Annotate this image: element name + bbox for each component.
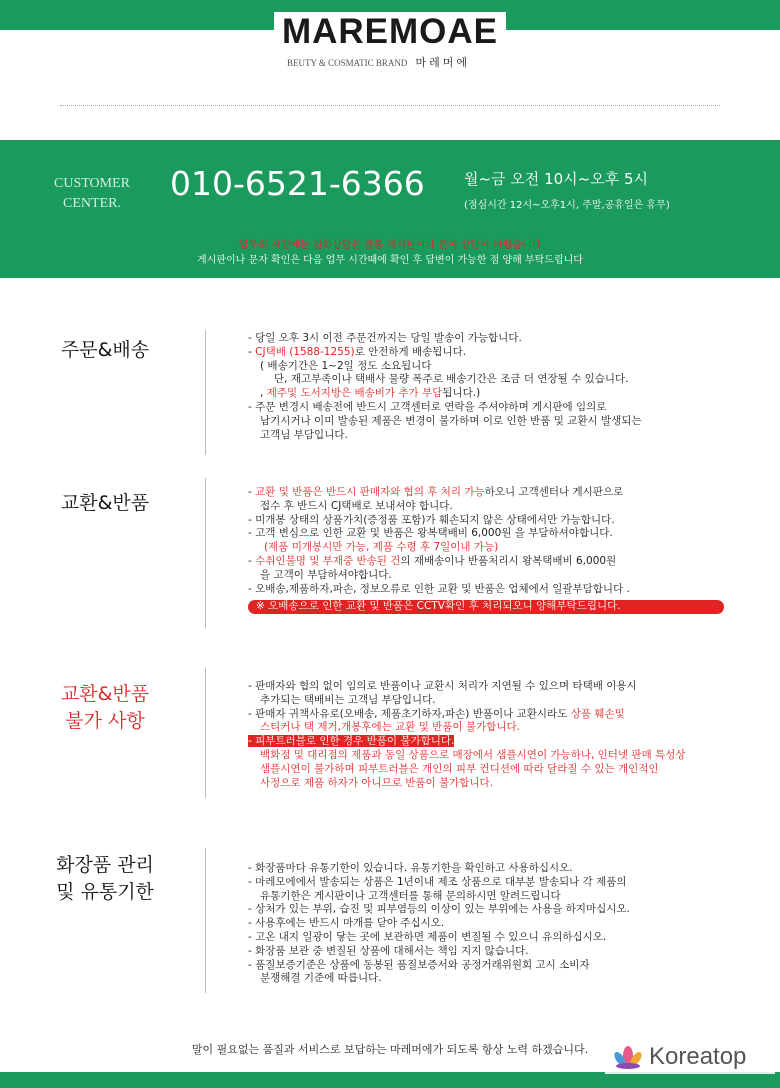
section-divider (205, 478, 206, 628)
customer-center-label (52, 174, 132, 214)
text-line: - 사용후에는 반드시 마개를 닫아 주십시오. (248, 917, 445, 930)
title-line: 불가 사항 (65, 710, 145, 732)
section-title: 주문&배송 (60, 339, 150, 361)
footer-message: 말이 필요없는 품질과 서비스로 보답하는 마레머에가 되도록 항상 노력 하겠습니다. (191, 1043, 589, 1056)
cs-label-line2: CENTER. (63, 196, 121, 211)
text-line: 남기시거나 이미 발송된 제품은 변경이 불가하며 이로 인한 반품 및 교환시 발생되는 (260, 414, 642, 427)
text-line: - 고객 변심으로 인한 교환 및 반품은 왕복택배비 6,000원 을 부담하셔야합니다. (248, 527, 613, 540)
text-line: 샘플시연이 불가하며 피부트러블은 개인의 피부 컨디션에 따라 달라질 수 있는 개인적인 (260, 762, 659, 775)
watermark-text: Koreatop (649, 1043, 747, 1070)
text-line: ( 배송기간은 1~2일 정도 소요됩니다 (260, 359, 432, 372)
returned-highlight: 수취인불명 및 부재중 반송된 건 (255, 554, 401, 567)
text-line: - 화장품 보관 중 변질된 상품에 대해서는 책임 지지 않습니다. (248, 944, 529, 957)
text-line: 추가되는 택배비는 고객님 부담입니다. (260, 693, 436, 706)
title-line: 교환&반품 (60, 683, 150, 705)
customer-center-banner (0, 140, 780, 278)
text-line: 접수 후 반드시 CJ택배로 보내셔야 합니다. (260, 499, 453, 512)
text-line: - 교환 및 반품은 반드시 판매자와 협의 후 처리 가능하오니 고객센터나 게시판으로 (248, 486, 624, 498)
text-line: - 오배송,제품하자,파손, 정보오류로 인한 교환 및 반품은 업체에서 일괄부담합니다 . (248, 582, 630, 595)
brand-name-kr: 마레머에 (415, 56, 470, 69)
text-line: - 품질보증기준은 상품에 동봉된 품질보증서와 공정거래위원회 고시 소비자 (248, 958, 590, 971)
island-fee-highlight: 제주및 도서지방은 배송비가 추가 부담 (266, 387, 443, 400)
section-title: 교환&반품 (60, 492, 150, 514)
section-body (248, 680, 748, 790)
text-line: (제품 미개봉시만 가능, 제품 수령 후 7일이내 가능) (264, 541, 499, 554)
lunch-break-note: (점심시간 12시~오후1시, 주말,공휴일은 휴무) (464, 200, 670, 211)
text-line: 고객님 부담입니다. (260, 428, 348, 441)
cctv-notice-badge: ※ 오배송으로 인한 교환 및 반품은 CCTV확인 후 처리되오니 양해부탁드립니다. (248, 600, 724, 614)
section-title (30, 681, 180, 735)
text-line: - 판매자 귀책사유로(오배송, 제품초기하자,파손) 반품이나 교환시라도 상품 훼손및 (248, 707, 625, 720)
text-line: 유통기한은 게시판이나 고객센터를 통해 문의하시면 알려드립니다 (260, 889, 561, 902)
skin-trouble-highlight: - 피부트러블로 인한 경우 반품이 불가합니다. (248, 735, 455, 748)
off-hours-notice: 업무외 시간에는 전화상담은 불통 게시판이나 문자 상담이 어렵습니다 (238, 240, 542, 251)
text-line: - 고온 내지 일광이 닿는 곳에 보관하면 제품이 변질될 수 있으니 유의하십시오. (248, 930, 607, 943)
reply-notice: 게시판이나 문자 확인은 다음 업무 시간때에 확인 후 답변이 가능한 점 양해 부탁드립니다 (197, 255, 583, 266)
text-line: - 미개봉 상태의 상품가치(증정품 포함)가 훼손되지 않은 상태에서만 가능합니다. (248, 513, 615, 526)
dotted-divider (60, 105, 720, 106)
brand-tagline (287, 54, 547, 70)
text-line: - 화장품마다 유통기한이 있습니다. 유통기한을 확인하고 사용하십시오. (248, 862, 573, 874)
section-divider (205, 848, 206, 993)
text-line: 백화점 및 대리점의 제품과 동일 상품으로 매장에서 샘플시연이 가능하나, 인터넷 판매 특성상 (260, 748, 686, 761)
text-line: - 당일 오후 3시 이전 주문건까지는 당일 발송이 가능합니다. (248, 332, 522, 344)
consult-highlight: 교환 및 반품은 반드시 판매자와 협의 후 처리 가능 (255, 486, 485, 498)
courier-highlight: CJ택배 (1588-1255) (255, 345, 355, 358)
lotus-icon (611, 1044, 645, 1074)
cs-label-line1: CUSTOMER (54, 176, 130, 191)
text-line: - 수취인불명 및 부재중 반송된 건의 재배송이나 반품처리시 왕복택배비 6,000원 (248, 554, 617, 567)
text-line: 스티커나 택 제거,개봉후에는 교환 및 반품이 불가합니다. (260, 721, 520, 734)
text-line: - 주문 변경시 배송전에 반드시 고객센터로 연락을 주셔야하며 게시판에 임의로 (248, 400, 607, 413)
watermark (605, 1040, 775, 1074)
section-title (30, 852, 180, 906)
title-line: 화장품 관리 (56, 854, 154, 876)
brand-logo: MAREMOAE (274, 12, 506, 52)
title-line: 및 유통기한 (56, 881, 154, 903)
text-line: 을 고객이 부담하셔야합니다. (260, 568, 392, 581)
text-line: , 제주및 도서지방은 배송비가 추가 부담됩니다.) (260, 387, 481, 400)
section-body (248, 862, 748, 986)
text-line: - 판매자와 협의 없이 임의로 반품이나 교환시 처리가 지연될 수 있으며 타택배 이용시 (248, 680, 637, 692)
section-divider (205, 668, 206, 798)
section-body (248, 486, 748, 614)
section-body (248, 332, 748, 442)
business-hours: 월~금 오전 10시~오후 5시 (464, 170, 648, 188)
text-line (248, 735, 748, 749)
phone-number[interactable]: 010-6521-6366 (170, 164, 425, 203)
text-line: - CJ택배 (1588-1255)로 안전하게 배송됩니다. (248, 345, 467, 358)
bottom-bar (0, 1072, 780, 1088)
damage-highlight: 상품 훼손및 (570, 707, 625, 720)
text-line: 사정으로 제품 하자가 아니므로 반품이 불가합니다. (260, 776, 494, 789)
section-divider (205, 330, 206, 455)
brand-tagline-en: BEUTY & COSMATIC BRAND (287, 58, 408, 68)
text-line: 분쟁해결 기준에 따릅니다. (260, 972, 382, 985)
text-line: - 상처가 있는 부위, 습진 및 피부염등의 이상이 있는 부위에는 사용을 하지마십시오. (248, 903, 630, 916)
brand-header (0, 12, 780, 52)
text-line: 단, 재고부족이나 택배사 물량 폭주로 배송기간은 조금 더 연장될 수 있습니다. (274, 373, 629, 386)
text-line: - 마레모에에서 발송되는 상품은 1년이내 제조 상품으로 대부분 발송되나 각 제품의 (248, 875, 627, 888)
